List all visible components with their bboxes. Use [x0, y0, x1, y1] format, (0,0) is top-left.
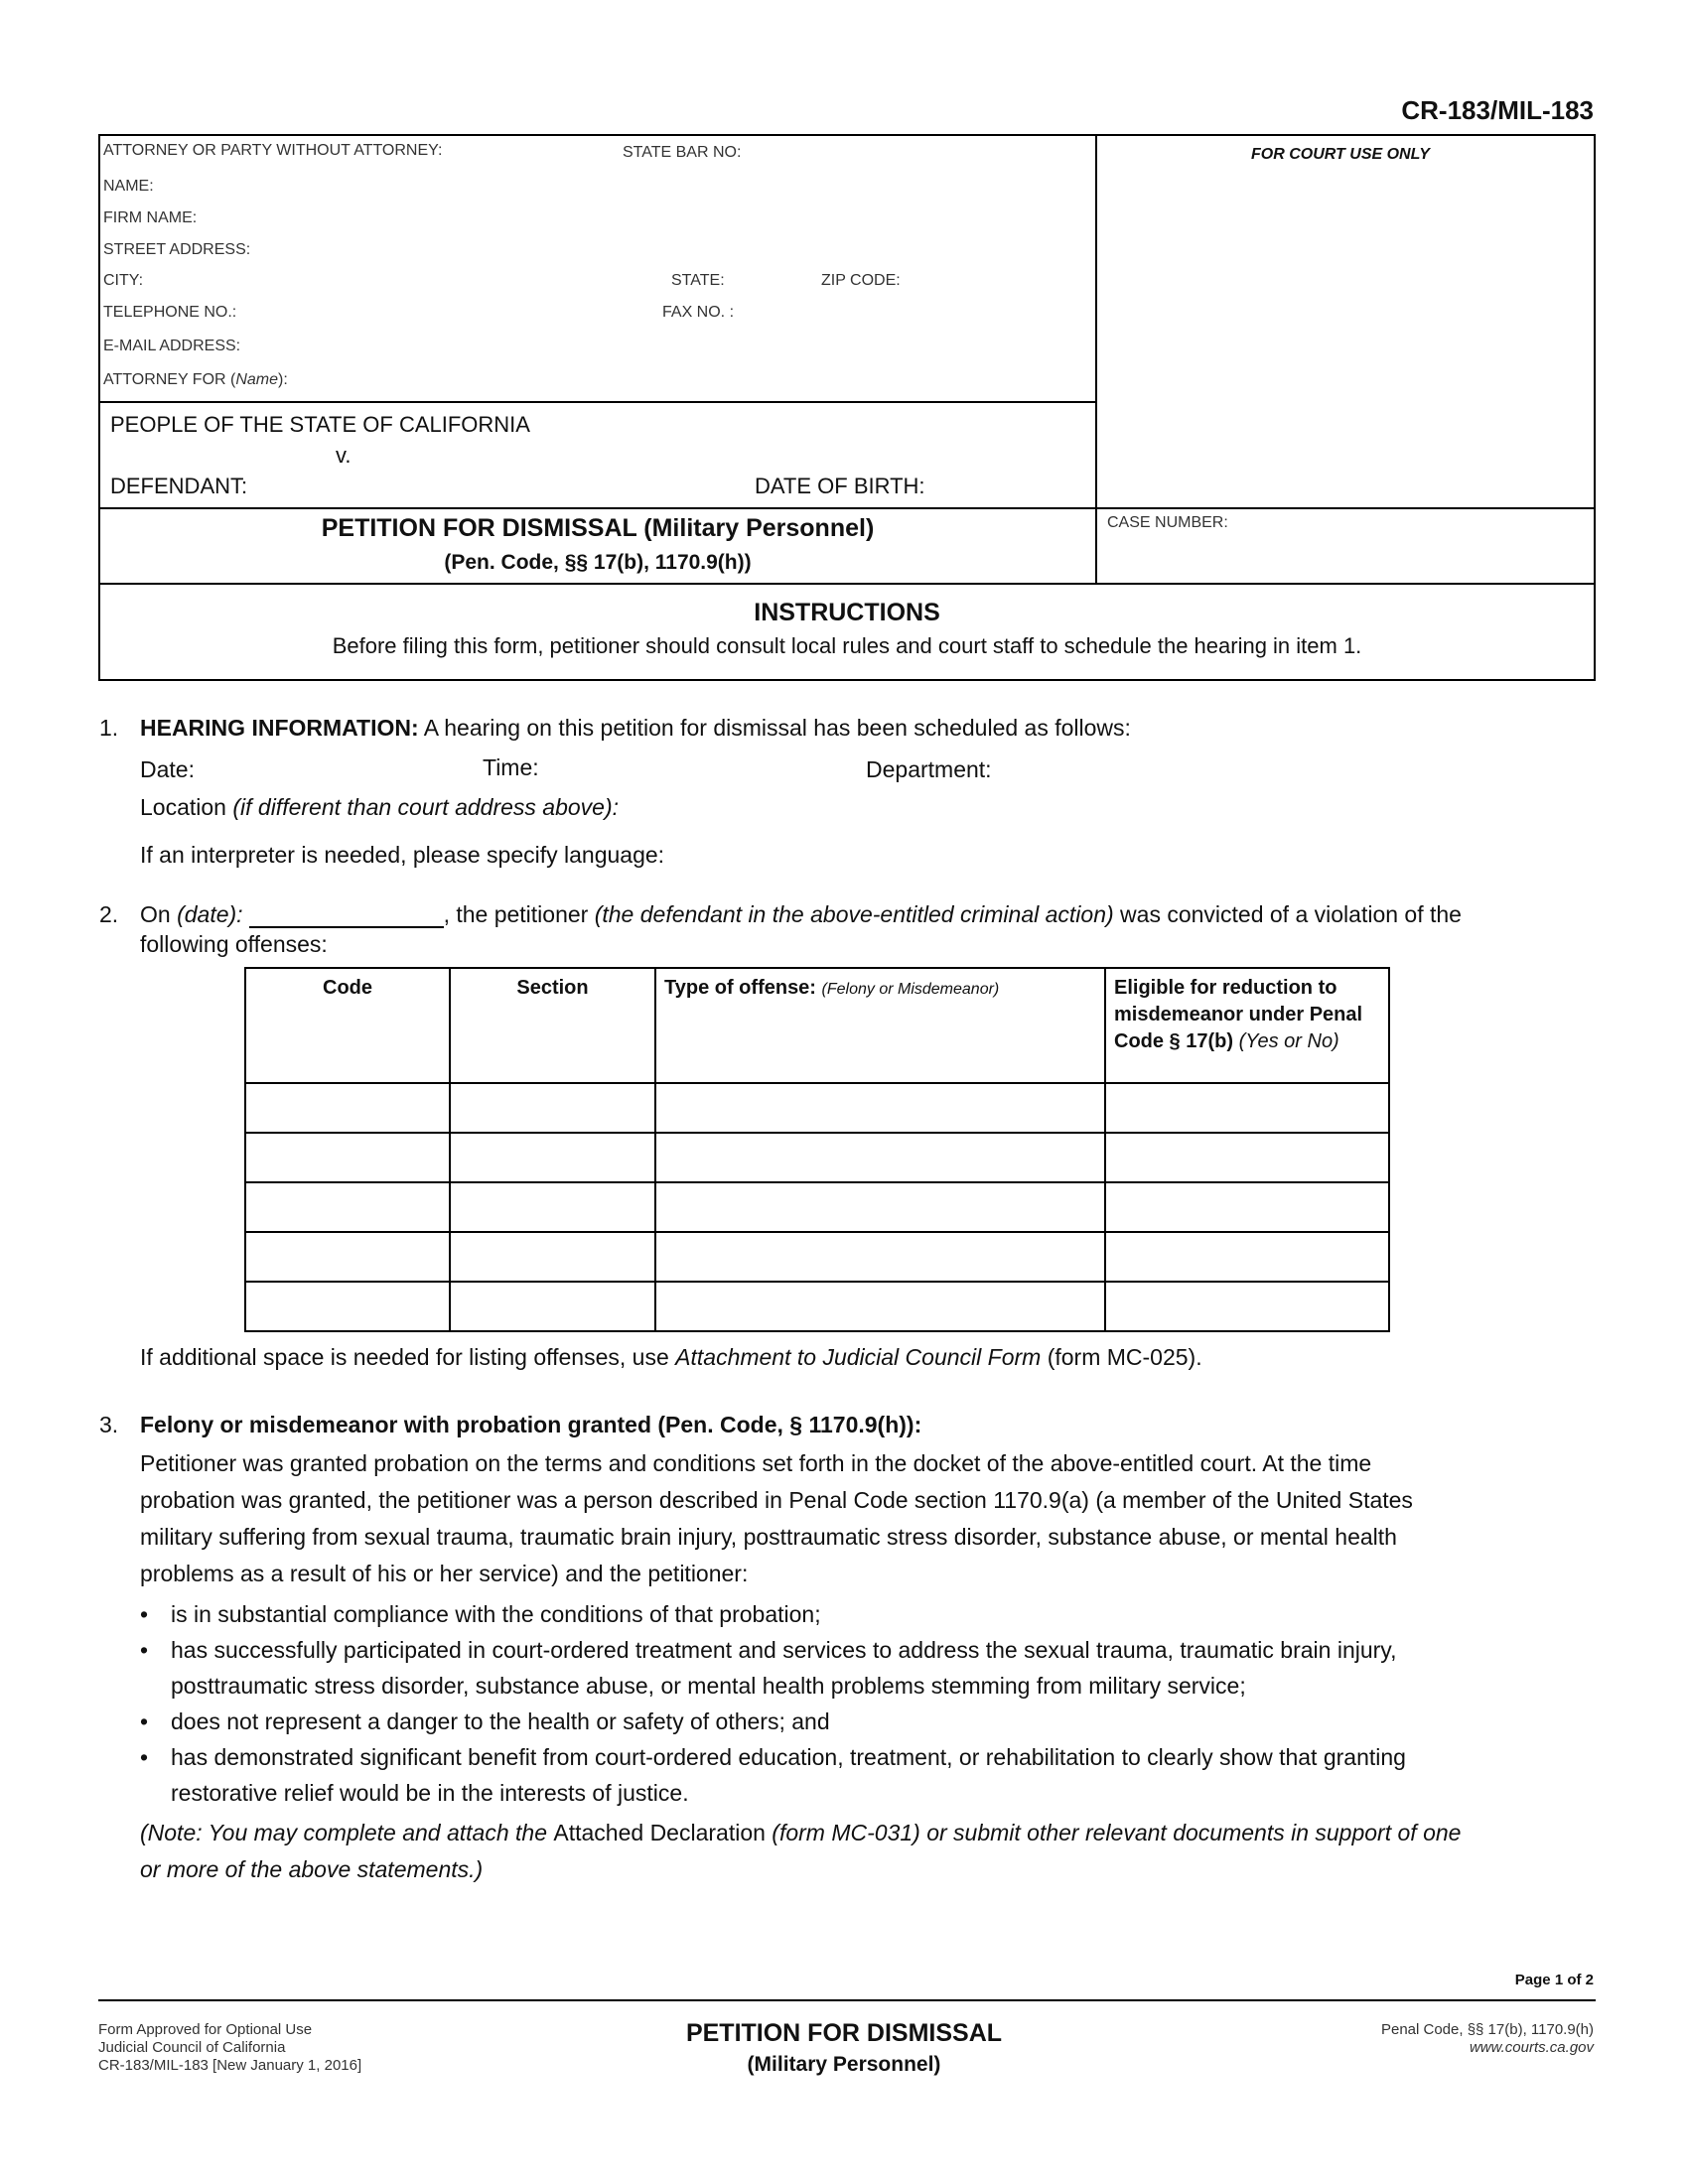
state-label: STATE:: [671, 272, 725, 289]
state-bar-label: STATE BAR NO:: [623, 144, 742, 161]
bullet-icon: •: [140, 1601, 149, 1627]
list-item: • has successfully participated in court-ordered treatment and services to address the sexual trauma, traumatic brain injury, posttraumatic stress disorder, substance abuse, or mental health problems stemming from military service;: [140, 1632, 1570, 1704]
footer-divider: [98, 1999, 1596, 2001]
code-cell[interactable]: [245, 1232, 450, 1282]
col-section: Section: [450, 968, 655, 1083]
title-vertical-divider: [1095, 507, 1097, 585]
eligible-cell[interactable]: [1105, 1282, 1389, 1331]
conviction-date-blank[interactable]: [249, 904, 444, 928]
code-cell[interactable]: [245, 1133, 450, 1182]
section-cell[interactable]: [450, 1133, 655, 1182]
defendant-label: DEFENDANT:: [110, 474, 248, 498]
bullet-icon: •: [140, 1744, 149, 1770]
date-of-birth-label: DATE OF BIRTH:: [755, 474, 925, 498]
instructions-heading: INSTRUCTIONS: [754, 599, 940, 626]
city-label: CITY:: [103, 272, 144, 289]
item3-number: 3.: [99, 1412, 119, 1437]
case-number-label: CASE NUMBER:: [1107, 514, 1228, 531]
footer-right: Penal Code, §§ 17(b), 1170.9(h) www.courts.ca.gov: [1380, 2021, 1594, 2056]
list-item: • has demonstrated significant benefit from court-ordered education, treatment, or rehabilitation to clearly show that granting restorative relief would be in the interests of justice.: [140, 1739, 1570, 1811]
form-code: CR-183/MIL-183: [1401, 95, 1594, 125]
table-row: [245, 1182, 1389, 1232]
item2-number: 2.: [99, 901, 119, 927]
interpreter-label: If an interpreter is needed, please specify language:: [140, 842, 665, 868]
footer-title: PETITION FOR DISMISSAL: [685, 2019, 1003, 2047]
section-cell[interactable]: [450, 1232, 655, 1282]
item3-paragraph-line: Petitioner was granted probation on the terms and conditions set forth in the docket of the above-entitled court. At the time: [140, 1450, 1372, 1476]
item1-heading: HEARING INFORMATION: A hearing on this petition for dismissal has been scheduled as follows:: [140, 715, 1131, 741]
instructions-divider: [98, 583, 1596, 585]
form-title: PETITION FOR DISMISSAL (Military Personnel): [321, 514, 875, 542]
table-row: [245, 1083, 1389, 1133]
people-label: PEOPLE OF THE STATE OF CALIFORNIA: [110, 412, 530, 437]
hearing-date-label: Date:: [140, 756, 195, 782]
email-label: E-MAIL ADDRESS:: [103, 338, 241, 354]
type-cell[interactable]: [655, 1282, 1105, 1331]
street-address-label: STREET ADDRESS:: [103, 241, 251, 258]
item3-paragraph-line: problems as a result of his or her service) and the petitioner:: [140, 1561, 749, 1586]
item1-number: 1.: [99, 715, 119, 741]
bullet-icon: •: [140, 1708, 149, 1734]
footer-subtitle: (Military Personnel): [747, 2053, 941, 2076]
item3-paragraph-line: probation was granted, the petitioner was a person described in Penal Code section 1170.9(a) (a member of the United States: [140, 1487, 1413, 1513]
list-item: • does not represent a danger to the health or safety of others; and: [140, 1704, 1570, 1739]
code-cell[interactable]: [245, 1083, 450, 1133]
name-label: NAME:: [103, 178, 154, 195]
col-eligible: Eligible for reduction to misdemeanor under Penal Code § 17(b) (Yes or No): [1105, 968, 1389, 1083]
item3-heading: Felony or misdemeanor with probation granted (Pen. Code, § 1170.9(h)):: [140, 1412, 922, 1437]
section-cell[interactable]: [450, 1182, 655, 1232]
item3-note: (Note: You may complete and attach the Attached Declaration (form MC-031) or submit other relevant documents in support of one or more of the above statements.): [140, 1820, 1462, 1882]
type-cell[interactable]: [655, 1133, 1105, 1182]
code-cell[interactable]: [245, 1182, 450, 1232]
additional-space-note: If additional space is needed for listing offenses, use Attachment to Judicial Council Form (form MC-025).: [140, 1344, 1202, 1370]
form-subtitle: (Pen. Code, §§ 17(b), 1170.9(h)): [444, 551, 752, 574]
offenses-header-row: [245, 968, 1389, 1083]
page-number: Page 1 of 2: [1514, 1972, 1594, 1988]
footer-left: Form Approved for Optional Use Judicial Council of California CR-183/MIL-183 [New January 1, 2016]: [98, 2021, 362, 2074]
item3-paragraph: [140, 1445, 1413, 1592]
instructions-text: Before filing this form, petitioner should consult local rules and court staff to schedule the hearing in item 1.: [332, 633, 1362, 658]
hearing-department-label: Department:: [866, 756, 992, 782]
type-cell[interactable]: [655, 1232, 1105, 1282]
zip-code-label: ZIP CODE:: [821, 272, 901, 289]
telephone-label: TELEPHONE NO.:: [103, 304, 237, 321]
eligible-cell[interactable]: [1105, 1133, 1389, 1182]
eligible-cell[interactable]: [1105, 1182, 1389, 1232]
item2-text: On (date): , the petitioner (the defendant in the above-entitled criminal action) was convicted of a violation of the: [140, 901, 1462, 927]
title-divider: [98, 507, 1596, 509]
table-row: [245, 1232, 1389, 1282]
col-code: Code: [245, 968, 450, 1083]
col-type-of-offense: Type of offense: (Felony or Misdemeanor): [655, 968, 1105, 1083]
type-cell[interactable]: [655, 1083, 1105, 1133]
item3-paragraph-line: military suffering from sexual trauma, traumatic brain injury, posttraumatic stress disorder, substance abuse, or mental health: [140, 1524, 1397, 1550]
versus-label: v.: [336, 443, 352, 468]
table-row: [245, 1282, 1389, 1331]
firm-name-label: FIRM NAME:: [103, 209, 198, 226]
eligible-cell[interactable]: [1105, 1083, 1389, 1133]
hearing-location-label: Location (if different than court address above):: [140, 794, 620, 820]
list-item: • is in substantial compliance with the conditions of that probation;: [140, 1596, 1570, 1632]
section-cell[interactable]: [450, 1282, 655, 1331]
code-cell[interactable]: [245, 1282, 450, 1331]
footer-url[interactable]: www.courts.ca.gov: [1469, 2039, 1594, 2056]
eligible-cell[interactable]: [1105, 1232, 1389, 1282]
bullet-icon: •: [140, 1637, 149, 1663]
type-cell[interactable]: [655, 1182, 1105, 1232]
section-cell[interactable]: [450, 1083, 655, 1133]
attorney-divider: [98, 401, 1097, 403]
offenses-table: [244, 967, 1390, 1332]
attorney-header: ATTORNEY OR PARTY WITHOUT ATTORNEY:: [103, 142, 443, 159]
hearing-time-label: Time:: [483, 754, 539, 780]
court-use-label: FOR COURT USE ONLY: [1251, 146, 1430, 163]
fax-label: FAX NO. :: [662, 304, 735, 321]
table-row: [245, 1133, 1389, 1182]
attorney-for-label: ATTORNEY FOR (Name):: [103, 371, 288, 388]
item2-text-continued: following offenses:: [140, 931, 328, 957]
